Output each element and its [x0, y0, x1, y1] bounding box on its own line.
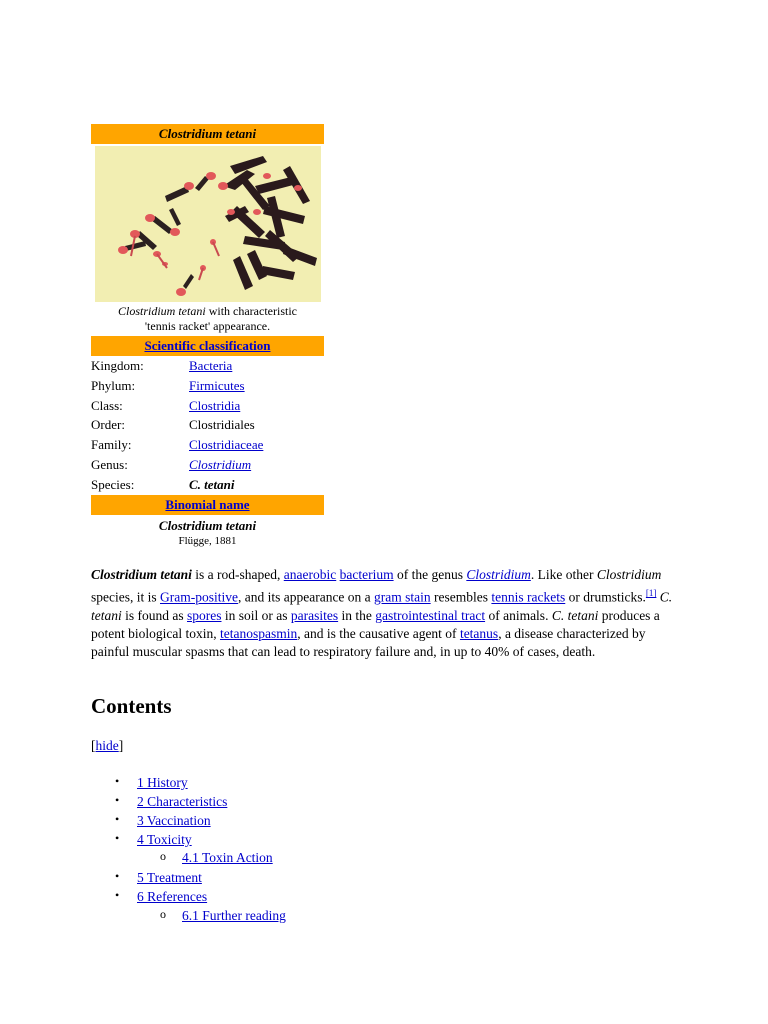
intro-text: , a disease characterized by painful muscular spasms that can lead to respiratory failure and, in up to 40% of cases, death. [91, 625, 646, 659]
reference-1-link[interactable]: [1] [645, 588, 657, 598]
toc-item-toxin-action[interactable]: 4.1 Toxin Action [182, 850, 273, 865]
taxon-row-phylum [91, 376, 324, 396]
genus-link[interactable]: Clostridium [189, 456, 252, 472]
intro-text: is a rod-shaped, [191, 567, 284, 582]
toc-item-further-reading[interactable]: 6.1 Further reading [182, 908, 286, 923]
intro-text: , and is the causative agent of [297, 625, 460, 641]
bullet-icon: • [115, 793, 120, 807]
taxon-key: Phylum: [91, 377, 136, 393]
toc-item-references[interactable]: 6 References [137, 889, 208, 904]
anaerobic-link[interactable]: anaerobic [283, 567, 337, 582]
intro-text: in the [338, 607, 376, 623]
scientific-classification-link[interactable]: Scientific classification [144, 338, 271, 353]
micrograph-illustration [95, 146, 321, 302]
sub-bullet-icon: o [160, 907, 166, 921]
hide-toc-link[interactable]: hide [95, 738, 119, 753]
clostridium-link[interactable]: Clostridium [466, 567, 531, 582]
taxon-row-order [91, 415, 324, 435]
binomial-name: Clostridium tetani [158, 517, 257, 533]
taxon-row-family [91, 435, 324, 455]
binomial-name-link[interactable]: Binomial name [165, 496, 250, 512]
tennis-rackets-link[interactable]: tennis rackets [491, 589, 566, 605]
scientific-classification-header [91, 336, 324, 356]
toc-item-treatment[interactable]: 5 Treatment [137, 870, 202, 885]
species-value: C. tetani [189, 476, 235, 492]
toc-toggle [91, 737, 123, 755]
class-link[interactable]: Clostridia [189, 397, 241, 413]
taxon-row-kingdom [91, 356, 324, 376]
taxon-row-species [91, 475, 324, 495]
article-subject: Clostridium tetani [91, 567, 192, 582]
intro-paragraph [91, 566, 673, 661]
image-caption [91, 304, 324, 334]
intro-italic: C. tetani [91, 589, 673, 623]
taxon-key: Family: [91, 437, 132, 453]
micrograph-image [95, 146, 321, 302]
taxon-key: Order: [91, 417, 125, 433]
intro-text: . Like other [530, 567, 597, 582]
phylum-link[interactable]: Firmicutes [189, 377, 245, 393]
caption-species: Clostridium tetani [118, 304, 206, 318]
intro-italic: Clostridium [596, 567, 662, 582]
bullet-icon: • [115, 774, 120, 788]
order-value: Clostridiales [189, 417, 255, 433]
bullet-icon: • [115, 831, 120, 845]
taxon-key: Genus: [91, 456, 128, 472]
bullet-icon: • [115, 812, 120, 826]
taxon-key: Species: [91, 476, 135, 492]
gastrointestinal-tract-link[interactable]: gastrointestinal tract [375, 607, 486, 623]
toc-item-characteristics[interactable]: 2 Characteristics [137, 794, 228, 809]
taxobox [91, 124, 324, 548]
parasites-link[interactable]: parasites [290, 607, 339, 623]
taxobox-title: Clostridium tetani [91, 124, 324, 144]
intro-text: is found as [121, 607, 187, 623]
intro-text: of animals. [485, 607, 552, 623]
intro-text: in soil or as [221, 607, 291, 623]
contents-heading: Contents [91, 694, 172, 718]
intro-text: species, it is [91, 589, 160, 605]
toc-item-toxicity[interactable]: 4 Toxicity [137, 832, 192, 847]
caption-text-2: 'tennis racket' appearance. [144, 319, 271, 333]
binomial-name-header [91, 495, 324, 515]
family-link[interactable]: Clostridiaceae [189, 437, 264, 453]
bullet-icon: • [115, 869, 120, 883]
intro-text: , and its appearance on a [237, 589, 375, 605]
tetanospasmin-link[interactable]: tetanospasmin [219, 625, 298, 641]
bracket: [ [91, 738, 96, 753]
gram-positive-link[interactable]: Gram-positive [160, 589, 238, 605]
intro-text: resembles [430, 589, 492, 605]
gram-stain-link[interactable]: gram stain [374, 589, 431, 605]
taxon-key: Kingdom: [91, 358, 144, 373]
kingdom-link[interactable]: Bacteria [189, 358, 233, 373]
bracket: ] [118, 738, 124, 753]
taxon-row-class [91, 396, 324, 416]
bacterium-link[interactable]: bacterium [339, 567, 394, 582]
bullet-icon: • [115, 888, 120, 902]
taxon-key: Class: [91, 397, 123, 413]
intro-italic: C. tetani [551, 607, 599, 623]
toc-item-history[interactable]: 1 History [137, 775, 188, 790]
spores-link[interactable]: spores [187, 607, 222, 623]
tetanus-link[interactable]: tetanus [459, 625, 499, 641]
sub-bullet-icon: o [160, 849, 166, 863]
taxon-row-genus [91, 455, 324, 475]
binomial-authority: Flügge, 1881 [178, 534, 237, 547]
intro-text: produces a potent biological toxin, [91, 607, 660, 641]
toc-item-vaccination[interactable]: 3 Vaccination [137, 813, 211, 828]
intro-text: of the genus [393, 567, 467, 582]
intro-text: or drumsticks. [565, 589, 646, 605]
caption-text-1: with characteristic [205, 304, 297, 318]
